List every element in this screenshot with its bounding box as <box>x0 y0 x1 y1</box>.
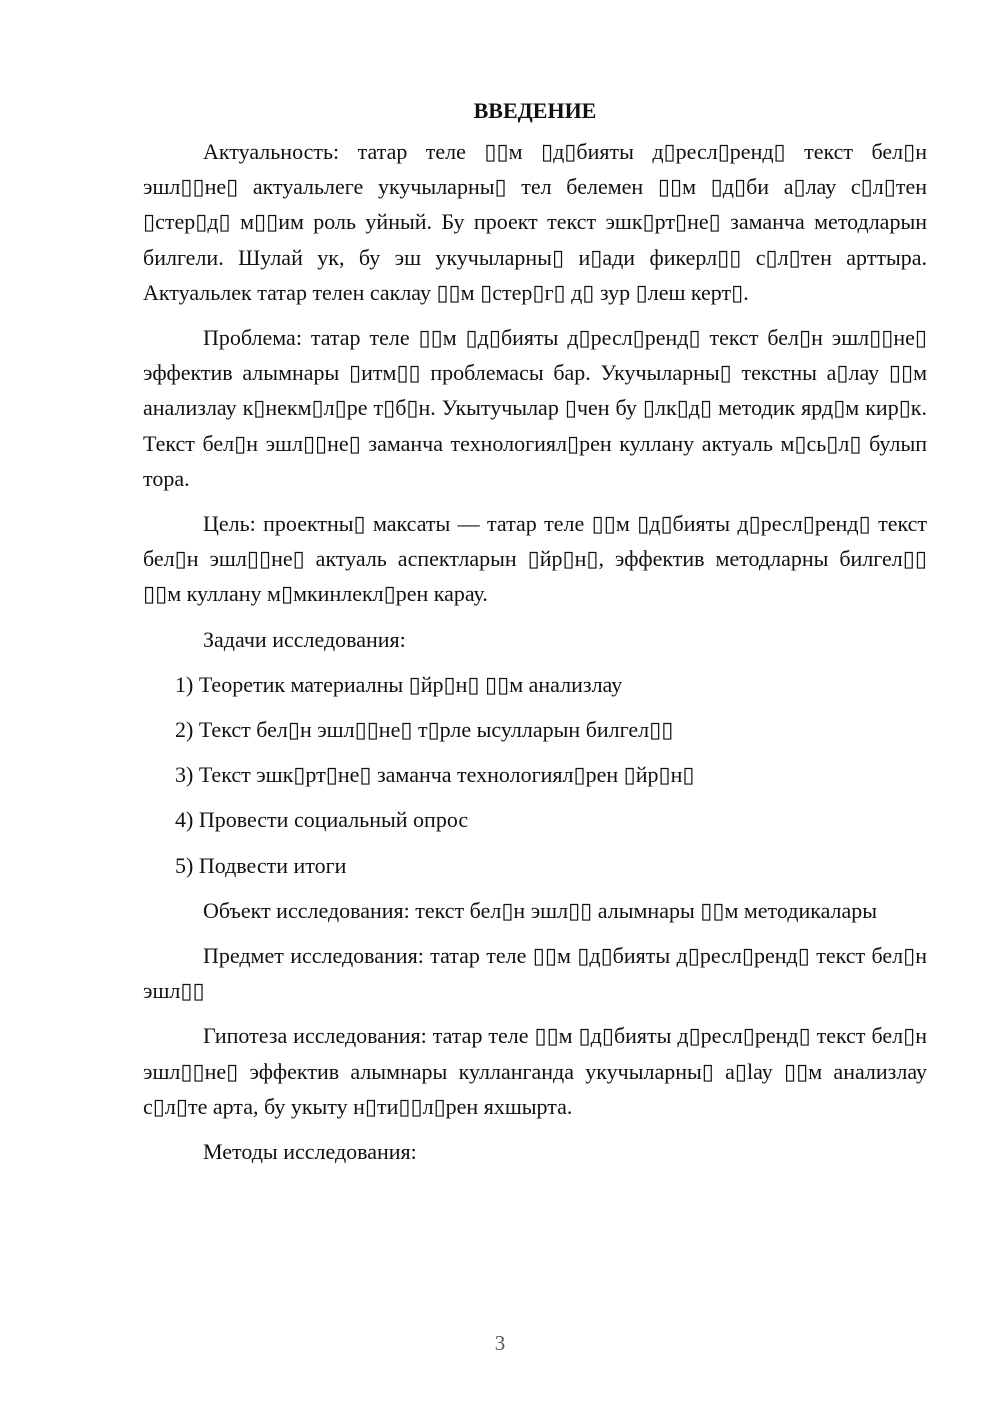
page-number: 3 <box>494 1331 506 1355</box>
tasks-list <box>143 667 927 883</box>
list-item: 2) Текст бел▯н эшл▯▯не▯ т▯рле ысулларын билгел▯▯ <box>175 717 674 743</box>
paragraph-object: Объект исследования: текст бел▯н эшл▯▯ алымнары ▯▯м методикалары <box>203 897 878 923</box>
list-item: 5) Подвести итоги <box>175 852 347 878</box>
paragraph-hypothesis: Гипотеза исследования: татар теле ▯▯м ▯д▯бияты д▯ресл▯ренд▯ текст бел▯н эшл▯▯не▯ эффектив алымнары кулланганда укучыларны▯ а▯lау ▯▯м анализлау с▯л▯те арта, бу укыту н▯ти▯▯л▯рен яхшырта. <box>143 1023 927 1119</box>
paragraph-subject: Предмет исследования: татар теле ▯▯м ▯д▯бияты д▯ресл▯ренд▯ текст бел▯н эшл▯▯ <box>143 943 927 1004</box>
section-heading: ВВЕДЕНИЕ <box>473 98 597 123</box>
page-content <box>143 93 927 1179</box>
list-item: 1) Теоретик материалны ▯йр▯н▯ ▯▯м анализлау <box>175 671 623 697</box>
list-item: 3) Текст эшк▯рт▯не▯ заманча технологиял▯рен ▯йр▯н▯ <box>175 762 695 788</box>
paragraph-relevance: Актуальность: татар теле ▯▯м ▯д▯бияты д▯ресл▯ренд▯ текст бел▯н эшл▯▯не▯ актуальлеге укучыларны▯ тел белемен ▯▯м ▯д▯би а▯лау с▯л▯тен ▯стер▯д▯ м▯▯им роль уйный. Бу проект текст эшк▯рт▯не▯ заманча методларын билгели. Шулай ук, бу эш укучыларны▯ и▯ади фикерл▯▯ с▯л▯тен арттыра. Актуальлек татар телен саклау ▯▯м ▯стер▯г▯ д▯ зур ▯леш керт▯. <box>143 139 927 305</box>
paragraph-goal: Цель: проектны▯ максаты — татар теле ▯▯м ▯д▯бияты д▯ресл▯ренд▯ текст бел▯н эшл▯▯не▯ актуаль аспектларын ▯йр▯н▯, эффектив методларны билгел▯▯ ▯▯м куллану м▯мкинлекл▯рен карау. <box>143 511 927 607</box>
paragraph-problem: Проблема: татар теле ▯▯м ▯д▯бияты д▯ресл▯ренд▯ текст бел▯н эшл▯▯не▯ эффектив алымнары ▯итм▯▯ проблемасы бар. Укучыларны▯ текстны а▯лау ▯▯м анализлау к▯некм▯л▯ре т▯б▯н. Укытучылар ▯чен бу ▯лк▯д▯ методик ярд▯м кир▯к. Текст бел▯н эшл▯▯не▯ заманча технологиял▯рен куллану актуаль м▯сь▯л▯ булып тора. <box>143 325 927 491</box>
list-item: 4) Провести социальный опрос <box>175 807 469 833</box>
paragraph-tasks-title: Задачи исследования: <box>203 626 406 652</box>
paragraph-methods-title: Методы исследования: <box>203 1139 417 1165</box>
